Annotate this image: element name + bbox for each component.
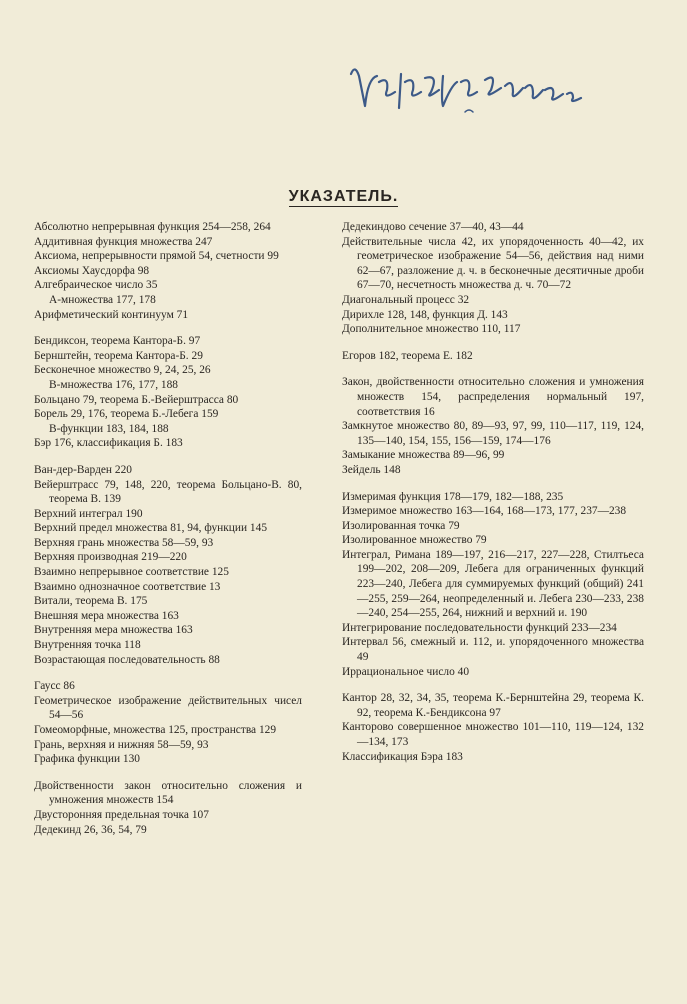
index-entry: Измеримая функция 178—179, 182—188, 235	[342, 490, 564, 503]
index-entry: Бэр 176, классификация Б. 183	[34, 437, 183, 450]
index-entry: Дополнительное множество 110, 117	[342, 323, 521, 336]
index-entry: Кантор 28, 32, 34, 35, теорема К.-Бернштейна 29, теорема К. 92, теорема К.-Бендиксона 97	[342, 692, 644, 719]
index-entry: Верхний интеграл 190	[34, 507, 143, 520]
index-group-d	[34, 779, 302, 837]
index-entry: Иррациональное число 40	[342, 665, 470, 678]
index-group-d-cont	[342, 220, 644, 337]
index-group-a	[34, 220, 302, 322]
index-entry: Больцано 79, теорема Б.-Вейерштрасса 80	[34, 393, 239, 406]
index-entry: Взаимно непрерывное соответствие 125	[34, 566, 229, 579]
index-entry: Зейдель 148	[342, 463, 401, 476]
index-entry: Замыкание множества 89—96, 99	[342, 449, 505, 462]
index-group-k	[342, 691, 644, 764]
index-entry: Аксиома, непрерывности прямой 54, счетности 99	[34, 250, 279, 263]
index-entry: Гаусс 86	[34, 680, 75, 693]
index-entry: А-множества 177, 178	[49, 293, 156, 306]
index-group-g	[34, 679, 302, 767]
index-entry: В-функции 183, 184, 188	[49, 422, 169, 435]
index-entry: Борель 29, 176, теорема Б.-Лебега 159	[34, 408, 219, 421]
index-entry: В-множества 176, 177, 188	[49, 378, 178, 391]
index-entry: Двойственности закон относительно сложения и умножения множеств 154	[34, 779, 302, 807]
index-entry: Дедекинд 26, 36, 54, 79	[34, 823, 147, 836]
index-entry: Аддитивная функция множества 247	[34, 235, 213, 248]
index-entry: Грань, верхняя и нижняя 58—59, 93	[34, 738, 209, 751]
index-entry: Бесконечное множество 9, 24, 25, 26	[34, 364, 211, 377]
index-entry: Арифметический континуум 71	[34, 308, 189, 321]
index-entry: Дедекиндово сечение 37—40, 43—44	[342, 221, 524, 233]
index-entry: Верхний предел множества 81, 94, функции 145	[34, 522, 268, 535]
index-right-column	[342, 220, 644, 776]
index-entry: Алгебраическое число 35	[34, 279, 158, 292]
index-group-i	[342, 490, 644, 680]
index-entry: Внутренняя точка 118	[34, 639, 141, 652]
index-entry: Возрастающая последовательность 88	[34, 653, 220, 666]
index-entry: Интегрирование последовательности функций 233—234	[342, 621, 617, 634]
index-group-v	[34, 463, 302, 667]
index-entry: Закон, двойственности относительно сложения и умножения множеств 154, распределения нормальный 197, соответствия 16	[342, 376, 644, 418]
index-group-e	[342, 349, 644, 364]
index-entry: Геометрическое изображение действительных чисел 54—56	[34, 694, 302, 722]
index-entry: Вейерштрасс 79, 148, 220, теорема Больцано-В. 80, теорема В. 139	[34, 478, 302, 506]
index-left-column	[34, 220, 302, 849]
index-entry: Аксиомы Хаусдорфа 98	[34, 264, 150, 277]
index-entry: Бендиксон, теорема Кантора-Б. 97	[34, 335, 201, 348]
page-title-text: УКАЗАТЕЛЬ.	[288, 188, 399, 205]
index-entry: Интеграл, Римана 189—197, 216—217, 227—228, Стилтьеса 199—202, 208—209, Лебега для ограниченных функций 223—240, Лебега для суммируемых функций (общий) 241—255, 259—264, неопределенный и. Лебега 230—233, 238—240, 254—255, 264, нижний и верхний и. 190	[342, 548, 644, 620]
index-entry: Измеримое множество 163—164, 168—173, 177, 237—238	[342, 505, 627, 518]
index-entry: Замкнутое множество 80, 89—93, 97, 99, 110—117, 119, 124, 135—140, 154, 155, 156—159, 174—176	[342, 420, 644, 447]
index-group-b	[34, 334, 302, 451]
index-entry: Действительные числа 42, их упорядоченность 40—42, их геометрическое изображение 54—56, действия над ними 62—67, разложение д. ч. в бесконечные десятичные дроби 67—70, несчетность множества д. ч. 70—72	[342, 235, 644, 292]
index-entry: Внешняя мера множества 163	[34, 609, 179, 622]
index-entry: Изолированная точка 79	[342, 519, 460, 532]
index-entry: Ван-дер-Варден 220	[34, 463, 132, 476]
index-entry: Дирихле 128, 148, функция Д. 143	[342, 308, 508, 321]
index-entry: Витали, теорема В. 175	[34, 595, 148, 608]
index-entry: Внутренняя мера множества 163	[34, 624, 193, 637]
handwritten-signature	[345, 52, 605, 122]
page-title	[0, 188, 687, 206]
index-entry: Егоров 182, теорема Е. 182	[342, 349, 473, 362]
index-entry: Графика функции 130	[34, 753, 141, 766]
index-entry: Двусторонняя предельная точка 107	[34, 808, 209, 821]
index-entry: Взаимно однозначное соответствие 13	[34, 580, 221, 593]
index-entry: Абсолютно непрерывная функция 254—258, 264	[34, 221, 271, 233]
index-entry: Канторово совершенное множество 101—110, 119—124, 132—134, 173	[342, 721, 644, 748]
index-group-z	[342, 375, 644, 477]
index-entry: Верхняя грань множества 58—59, 93	[34, 536, 214, 549]
index-entry: Бернштейн, теорема Кантора-Б. 29	[34, 349, 203, 362]
index-entry: Диагональный процесс 32	[342, 293, 470, 306]
index-entry: Гомеоморфные, множества 125, пространства 129	[34, 724, 277, 736]
index-entry: Классификация Бэра 183	[342, 750, 463, 763]
index-entry: Изолированное множество 79	[342, 534, 487, 547]
index-entry: Верхняя производная 219—220	[34, 551, 187, 564]
index-entry: Интервал 56, смежный и. 112, и. упорядоченного множества 49	[342, 636, 644, 664]
